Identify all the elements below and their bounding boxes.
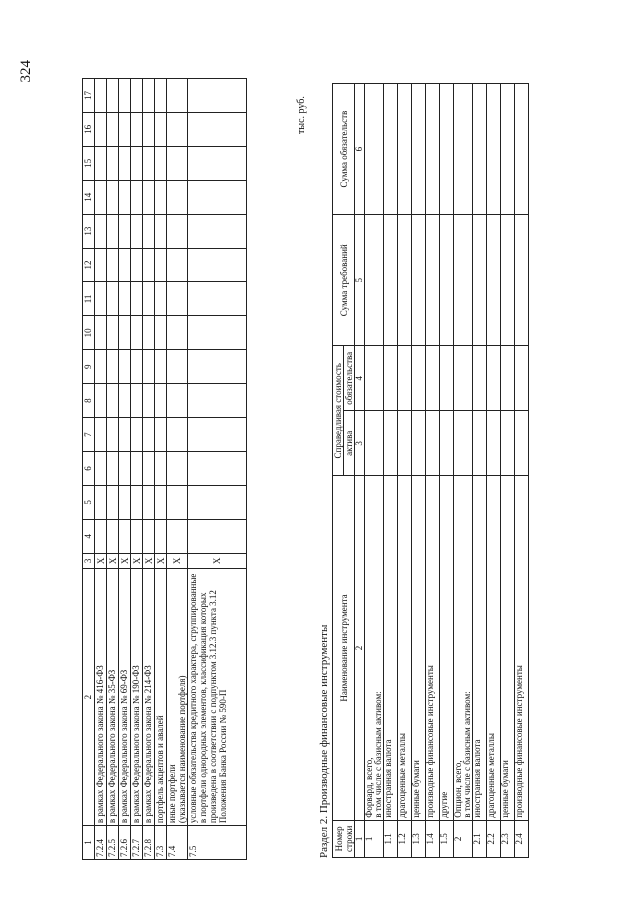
empty-cell	[155, 418, 167, 452]
empty-cell	[95, 282, 107, 316]
empty-cell	[426, 215, 440, 346]
empty-cell	[155, 519, 167, 553]
empty-cell	[426, 411, 440, 476]
empty-cell	[487, 215, 501, 346]
header-cell: 9	[83, 350, 95, 384]
row-name-text: в рамках Федерального закона № 35-ФЗ	[107, 669, 117, 824]
empty-cell	[143, 384, 155, 418]
empty-cell	[119, 214, 131, 248]
empty-cell	[487, 411, 501, 476]
row-number: 1.2	[398, 820, 412, 857]
empty-cell	[440, 84, 454, 215]
empty-cell	[167, 248, 188, 282]
header-cell: 7	[83, 418, 95, 452]
empty-cell	[501, 215, 515, 346]
empty-cell	[155, 180, 167, 214]
header-cell: 16	[83, 112, 95, 146]
row-name-note: (указывается наименование портфеля)	[177, 675, 187, 824]
header-fair-value: Справедливая стоимость	[333, 346, 344, 476]
empty-cell	[188, 418, 247, 452]
table-row	[426, 84, 440, 858]
empty-cell	[398, 215, 412, 346]
row-name-text: в рамках Федерального закона № 190-ФЗ	[131, 665, 141, 824]
empty-cell	[454, 84, 473, 215]
header-cell: 8	[83, 384, 95, 418]
empty-cell	[426, 346, 440, 411]
empty-cell	[143, 519, 155, 553]
instrument-name	[440, 476, 454, 820]
empty-cell	[143, 316, 155, 350]
x-mark: X	[188, 553, 247, 568]
empty-cell	[107, 316, 119, 350]
empty-cell	[107, 384, 119, 418]
row-name	[95, 569, 107, 826]
instrument-name	[426, 476, 440, 820]
empty-cell	[167, 485, 188, 519]
empty-cell	[131, 384, 143, 418]
row-number: 7.5	[188, 826, 247, 860]
instrument-name-text: производные финансовые инструменты	[514, 665, 524, 818]
empty-cell	[365, 346, 384, 411]
x-mark: X	[107, 553, 119, 568]
empty-cell	[188, 214, 247, 248]
x-mark: X	[131, 553, 143, 568]
table-row	[412, 84, 426, 858]
empty-cell	[384, 84, 398, 215]
empty-cell	[412, 84, 426, 215]
header-cell: 2	[83, 569, 95, 826]
row-number: 1.4	[426, 820, 440, 857]
empty-cell	[515, 411, 529, 476]
empty-cell	[131, 214, 143, 248]
empty-cell	[473, 346, 487, 411]
empty-cell	[119, 112, 131, 146]
instrument-subtext: в том числе с базисным активом:	[462, 691, 472, 818]
empty-cell	[131, 282, 143, 316]
table-header-row	[83, 79, 95, 860]
row-name-text: иные портфели	[167, 764, 177, 824]
instrument-name	[412, 476, 426, 820]
empty-cell	[143, 214, 155, 248]
empty-cell	[95, 485, 107, 519]
empty-cell	[119, 350, 131, 384]
table-row	[398, 84, 412, 858]
empty-cell	[107, 350, 119, 384]
empty-cell	[119, 79, 131, 113]
derivatives-table	[332, 83, 529, 858]
empty-cell	[167, 418, 188, 452]
row-number: 1	[365, 820, 384, 857]
empty-cell	[440, 215, 454, 346]
empty-cell	[143, 418, 155, 452]
empty-cell	[107, 485, 119, 519]
empty-cell	[95, 79, 107, 113]
row-number: 7.2.6	[119, 826, 131, 860]
empty-cell	[131, 485, 143, 519]
empty-cell	[107, 180, 119, 214]
empty-cell	[143, 452, 155, 486]
empty-cell	[131, 112, 143, 146]
empty-cell	[167, 112, 188, 146]
header-liability: обязательства	[344, 346, 355, 411]
table-row	[365, 84, 384, 858]
row-name	[188, 569, 247, 826]
instrument-name-text: иностранная валюта	[383, 739, 393, 818]
empty-cell	[131, 248, 143, 282]
row-number: 2.3	[501, 820, 515, 857]
table-row	[487, 84, 501, 858]
header-instrument-name: Наименование инструмента	[333, 476, 355, 820]
column-index: 2	[355, 476, 365, 820]
table-row	[167, 79, 188, 860]
empty-cell	[440, 411, 454, 476]
empty-cell	[143, 146, 155, 180]
empty-cell	[384, 346, 398, 411]
empty-cell	[119, 452, 131, 486]
column-index: 4	[355, 346, 365, 411]
empty-cell	[188, 452, 247, 486]
header-cell: 3	[83, 553, 95, 568]
table-row	[454, 84, 473, 858]
empty-cell	[131, 79, 143, 113]
empty-cell	[188, 180, 247, 214]
instrument-name-text: ценные бумаги	[411, 760, 421, 818]
x-mark: X	[155, 553, 167, 568]
empty-cell	[119, 418, 131, 452]
row-name	[107, 569, 119, 826]
row-name	[119, 569, 131, 826]
empty-cell	[155, 384, 167, 418]
empty-cell	[95, 418, 107, 452]
row-number: 2	[454, 820, 473, 857]
empty-cell	[365, 411, 384, 476]
table-row	[107, 79, 119, 860]
column-index: 5	[355, 215, 365, 346]
units-label: тыс. руб.	[296, 96, 307, 134]
empty-cell	[107, 452, 119, 486]
instrument-name-text: ценные бумаги	[500, 760, 510, 818]
table-row	[188, 79, 247, 860]
instrument-name	[501, 476, 515, 820]
empty-cell	[454, 346, 473, 411]
empty-cell	[119, 282, 131, 316]
x-mark: X	[167, 553, 188, 568]
row-number: 7.2.5	[107, 826, 119, 860]
empty-cell	[412, 215, 426, 346]
empty-cell	[107, 248, 119, 282]
empty-cell	[131, 519, 143, 553]
instrument-name-text: драгоценные металлы	[486, 733, 496, 818]
table-header-row	[333, 84, 344, 858]
table-row	[131, 79, 143, 860]
empty-cell	[167, 452, 188, 486]
empty-cell	[95, 350, 107, 384]
row-name	[131, 569, 143, 826]
instrument-subtext: в том числе с базисным активом:	[373, 691, 383, 818]
empty-cell	[107, 146, 119, 180]
empty-cell	[131, 180, 143, 214]
empty-cell	[95, 180, 107, 214]
instrument-name-text: производные финансовые инструменты	[425, 665, 435, 818]
empty-cell	[131, 350, 143, 384]
empty-cell	[426, 84, 440, 215]
empty-cell	[188, 112, 247, 146]
empty-cell	[131, 452, 143, 486]
table-row	[155, 79, 167, 860]
empty-cell	[95, 146, 107, 180]
empty-cell	[412, 411, 426, 476]
instrument-name	[515, 476, 529, 820]
instrument-name	[398, 476, 412, 820]
instrument-name-text: Опцион, всего,	[453, 760, 463, 818]
empty-cell	[167, 79, 188, 113]
empty-cell	[95, 384, 107, 418]
instrument-name-text: драгоценные металлы	[397, 733, 407, 818]
empty-cell	[515, 215, 529, 346]
empty-cell	[95, 214, 107, 248]
column-index: 6	[355, 84, 365, 215]
empty-cell	[119, 485, 131, 519]
column-index-row	[355, 84, 365, 858]
empty-cell	[188, 146, 247, 180]
empty-cell	[107, 79, 119, 113]
empty-cell	[95, 112, 107, 146]
x-mark: X	[95, 553, 107, 568]
empty-cell	[167, 519, 188, 553]
instrument-name-text: иностранная валюта	[472, 739, 482, 818]
row-name	[143, 569, 155, 826]
empty-cell	[155, 452, 167, 486]
empty-cell	[188, 248, 247, 282]
empty-cell	[188, 79, 247, 113]
column-index: 1	[355, 820, 365, 857]
empty-cell	[131, 146, 143, 180]
empty-cell	[188, 316, 247, 350]
empty-cell	[107, 418, 119, 452]
empty-cell	[119, 146, 131, 180]
empty-cell	[167, 350, 188, 384]
empty-cell	[119, 384, 131, 418]
instrument-name	[365, 476, 384, 820]
header-cell: 5	[83, 485, 95, 519]
empty-cell	[167, 180, 188, 214]
section-title: Раздел 2. Производные финансовые инструменты	[318, 624, 330, 858]
empty-cell	[143, 485, 155, 519]
instrument-name	[384, 476, 398, 820]
empty-cell	[167, 282, 188, 316]
row-name-text: в рамках Федерального закона № 69-ФЗ	[119, 669, 129, 824]
column-index: 3	[355, 411, 365, 476]
empty-cell	[167, 384, 188, 418]
empty-cell	[454, 215, 473, 346]
instrument-name-text: другие	[439, 791, 449, 818]
empty-cell	[487, 346, 501, 411]
empty-cell	[515, 84, 529, 215]
table-row	[384, 84, 398, 858]
table-row	[440, 84, 454, 858]
row-number: 1.1	[384, 820, 398, 857]
empty-cell	[188, 519, 247, 553]
x-mark: X	[143, 553, 155, 568]
empty-cell	[143, 79, 155, 113]
empty-cell	[398, 411, 412, 476]
empty-cell	[131, 316, 143, 350]
empty-cell	[167, 316, 188, 350]
header-cell: 13	[83, 214, 95, 248]
empty-cell	[473, 215, 487, 346]
empty-cell	[119, 316, 131, 350]
empty-cell	[155, 214, 167, 248]
header-cell: 10	[83, 316, 95, 350]
empty-cell	[501, 84, 515, 215]
empty-cell	[167, 214, 188, 248]
page-number: 324	[18, 60, 34, 83]
empty-cell	[155, 112, 167, 146]
empty-cell	[131, 418, 143, 452]
table-row	[143, 79, 155, 860]
header-row-number: Номер строки	[333, 820, 355, 857]
empty-cell	[143, 112, 155, 146]
row-name	[167, 569, 188, 826]
row-number: 1.3	[412, 820, 426, 857]
row-number: 2.4	[515, 820, 529, 857]
empty-cell	[384, 411, 398, 476]
instrument-name	[487, 476, 501, 820]
empty-cell	[95, 248, 107, 282]
empty-cell	[188, 384, 247, 418]
empty-cell	[143, 282, 155, 316]
empty-cell	[143, 248, 155, 282]
empty-cell	[515, 346, 529, 411]
row-name-text: условные обязательства кредитного характера, сгруппированные в портфели однородных элементов, классификация которых произведена в соответствии с подпунктом 3.12.3 пункта 3.12 Положения Банка России № 590-П	[188, 573, 228, 824]
header-cell: 1	[83, 826, 95, 860]
empty-cell	[365, 215, 384, 346]
empty-cell	[155, 282, 167, 316]
table-row	[515, 84, 529, 858]
header-claims-sum: Сумма требований	[333, 215, 355, 346]
header-cell: 4	[83, 519, 95, 553]
empty-cell	[119, 248, 131, 282]
empty-cell	[143, 180, 155, 214]
instrument-name	[454, 476, 473, 820]
empty-cell	[107, 112, 119, 146]
empty-cell	[119, 519, 131, 553]
empty-cell	[143, 350, 155, 384]
header-asset: актива	[344, 411, 355, 476]
instrument-name-text: Форвард, всего,	[364, 757, 374, 818]
header-cell: 11	[83, 282, 95, 316]
empty-cell	[107, 282, 119, 316]
empty-cell	[95, 316, 107, 350]
empty-cell	[167, 146, 188, 180]
header-cell: 15	[83, 146, 95, 180]
row-number: 7.2.4	[95, 826, 107, 860]
table-row	[473, 84, 487, 858]
empty-cell	[155, 248, 167, 282]
empty-cell	[155, 79, 167, 113]
continuation-table	[82, 78, 247, 860]
header-cell: 6	[83, 452, 95, 486]
row-number: 2.2	[487, 820, 501, 857]
row-number: 1.5	[440, 820, 454, 857]
empty-cell	[501, 411, 515, 476]
table-row	[95, 79, 107, 860]
empty-cell	[473, 84, 487, 215]
empty-cell	[188, 282, 247, 316]
row-name	[155, 569, 167, 826]
empty-cell	[440, 346, 454, 411]
empty-cell	[107, 214, 119, 248]
empty-cell	[95, 519, 107, 553]
row-number: 7.2.7	[131, 826, 143, 860]
header-cell: 12	[83, 248, 95, 282]
row-number: 7.2.8	[143, 826, 155, 860]
empty-cell	[473, 411, 487, 476]
row-name-text: в рамках Федерального закона № 214-ФЗ	[143, 665, 153, 824]
empty-cell	[398, 84, 412, 215]
header-cell: 17	[83, 79, 95, 113]
empty-cell	[398, 346, 412, 411]
row-name-text: портфель акцептов и авалей	[155, 715, 165, 824]
empty-cell	[107, 519, 119, 553]
row-number: 2.1	[473, 820, 487, 857]
rotated-page	[18, 60, 590, 860]
empty-cell	[119, 180, 131, 214]
instrument-name	[473, 476, 487, 820]
empty-cell	[95, 452, 107, 486]
header-liabilities-sum: Сумма обязательств	[333, 84, 355, 215]
empty-cell	[487, 84, 501, 215]
empty-cell	[155, 350, 167, 384]
empty-cell	[155, 485, 167, 519]
empty-cell	[155, 316, 167, 350]
row-number: 7.4	[167, 826, 188, 860]
empty-cell	[454, 411, 473, 476]
table-row	[501, 84, 515, 858]
empty-cell	[501, 346, 515, 411]
empty-cell	[188, 485, 247, 519]
header-cell: 14	[83, 180, 95, 214]
x-mark: X	[119, 553, 131, 568]
table-row	[119, 79, 131, 860]
empty-cell	[412, 346, 426, 411]
row-number: 7.3	[155, 826, 167, 860]
empty-cell	[155, 146, 167, 180]
empty-cell	[188, 350, 247, 384]
empty-cell	[384, 215, 398, 346]
empty-cell	[365, 84, 384, 215]
row-name-text: в рамках Федерального закона № 416-ФЗ	[95, 665, 105, 824]
